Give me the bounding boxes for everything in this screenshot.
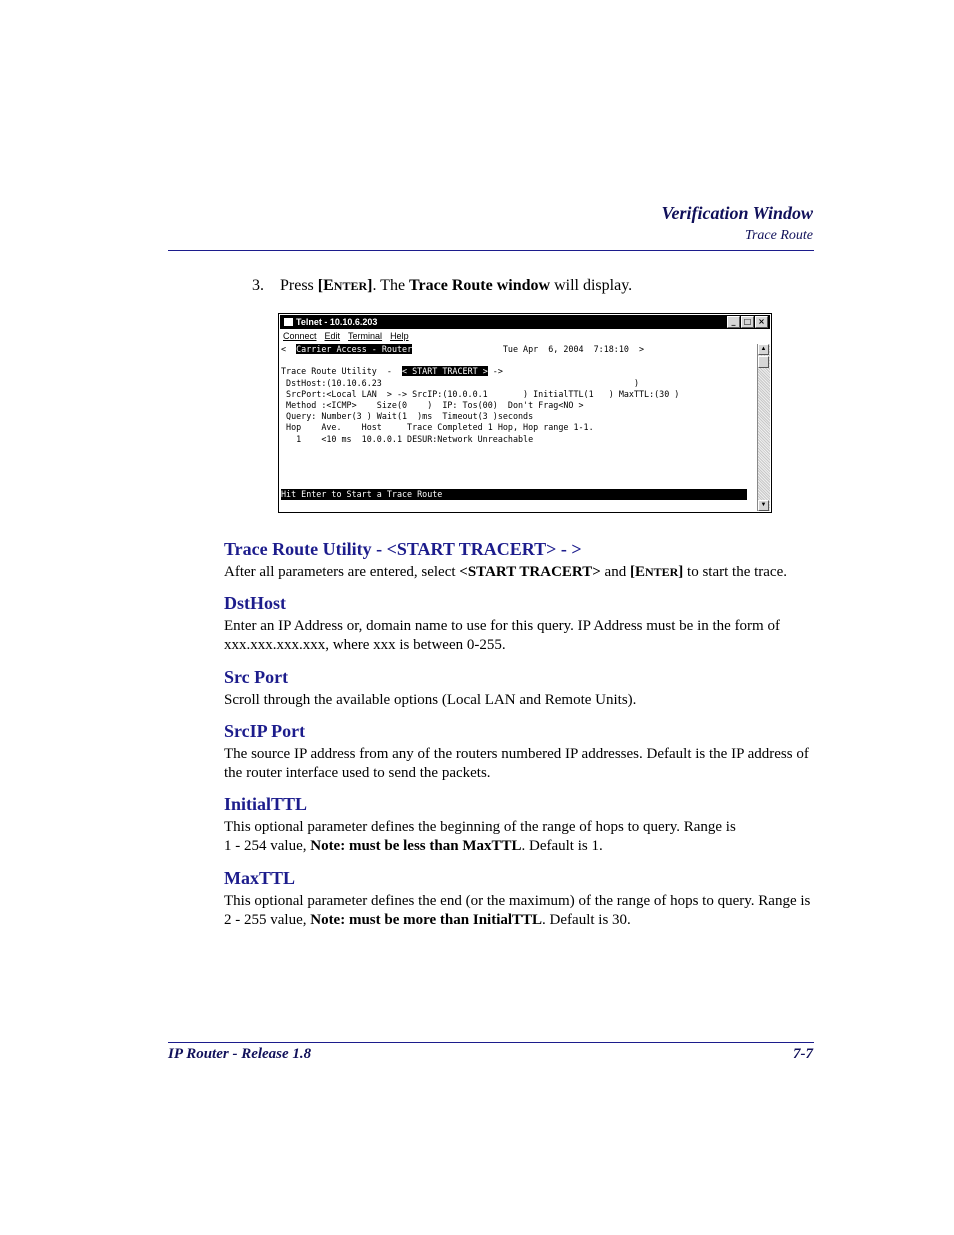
section-body xyxy=(224,892,816,929)
header-rule xyxy=(168,250,814,251)
body-note: Note: must be more than InitialTTL xyxy=(310,911,543,928)
term-query-line[interactable]: Query: Number(3 ) Wait(1 )ms Timeout(3 )seconds xyxy=(281,411,534,422)
section-initialttl xyxy=(224,793,816,855)
section-body: Scroll through the available options (Local LAN and Remote Units). xyxy=(224,692,637,708)
close-icon[interactable]: × xyxy=(755,316,768,328)
section-heading: InitialTTL xyxy=(224,794,308,814)
term-dsthost-line[interactable]: DstHost:(10.10.6.23 ) xyxy=(281,377,639,388)
telnet-window-screenshot xyxy=(278,313,772,513)
window-controls xyxy=(727,316,768,328)
menu-connect[interactable]: Connect xyxy=(283,331,317,341)
enter-key-smallcaps: NTER xyxy=(333,279,368,293)
running-header-title: Verification Window xyxy=(661,203,813,223)
section-body xyxy=(224,563,816,582)
maximize-icon[interactable]: □ xyxy=(741,316,754,328)
section-heading: MaxTTL xyxy=(224,868,296,888)
start-tracert-button[interactable]: < START TRACERT > xyxy=(402,366,488,377)
menu-help[interactable]: Help xyxy=(390,331,409,341)
footer-doc-title: IP Router - Release 1.8 xyxy=(168,1046,312,1062)
section-heading: DstHost xyxy=(224,593,286,613)
section-maxttl xyxy=(224,867,816,929)
step-number: 3. xyxy=(252,277,264,294)
step-text-3: will display. xyxy=(550,277,633,294)
body-text: . Default is 30. xyxy=(542,911,631,928)
running-header-subtitle: Trace Route xyxy=(744,228,813,243)
term-result-row: 1 <10 ms 10.0.0.1 DESUR:Network Unreachable xyxy=(281,433,534,444)
body-text: and xyxy=(600,564,630,580)
terminal-screen xyxy=(281,344,753,510)
body-text: After all parameters are entered, select xyxy=(224,564,460,580)
telnet-title: Telnet - 10.10.6.203 xyxy=(296,317,378,327)
body-text: This optional parameter defines the end (or the maximum) of the range of hops to query. Range is 2 - 255 value, xyxy=(224,893,811,928)
section-src-port xyxy=(224,666,816,710)
scroll-up-icon[interactable]: ▲ xyxy=(758,344,769,355)
term-line-3c: -> xyxy=(487,366,503,377)
term-line-1d: > xyxy=(628,344,645,354)
body-text: . Default is 1. xyxy=(521,837,603,854)
section-srcip-port xyxy=(224,720,816,782)
enter-key-smallcaps: NTER xyxy=(644,565,679,579)
terminal-status-bar: Hit Enter to Start a Trace Route xyxy=(281,489,747,500)
page-number: 7-7 xyxy=(793,1046,813,1062)
step-window-name: Trace Route window xyxy=(409,277,551,294)
body-text: This optional parameter defines the beginning of the range of hops to query. Range is xyxy=(224,819,736,835)
enter-key-close: ] xyxy=(678,564,684,580)
menu-edit[interactable]: Edit xyxy=(324,331,341,341)
term-line-3a: Trace Route Utility - xyxy=(281,366,403,377)
term-datetime: Tue Apr 6, 2004 7:18:10 xyxy=(412,344,629,354)
step-text-2: . The xyxy=(372,277,410,294)
section-body: The source IP address from any of the routers numbered IP addresses. Default is the IP address of the router interface used to send the packets. xyxy=(224,746,809,781)
term-srcport-line[interactable]: SrcPort:<Local LAN > -> SrcIP:(10.0.0.1 ) InitialTTL(1 ) MaxTTL:(30 ) xyxy=(281,388,680,399)
term-method-line[interactable]: Method :<ICMP> Size(0 ) IP: Tos(00) Don't Frag<NO > xyxy=(281,400,584,411)
footer-rule xyxy=(168,1042,814,1043)
vertical-scrollbar[interactable] xyxy=(757,344,770,511)
scroll-thumb[interactable] xyxy=(758,356,769,368)
body-bold: <START TRACERT> xyxy=(459,564,601,580)
term-line-1a: < xyxy=(281,344,297,354)
section-heading: SrcIP Port xyxy=(224,721,306,741)
section-dsthost xyxy=(224,592,816,654)
body-note: Note: must be less than MaxTTL xyxy=(310,837,522,854)
section-heading: Trace Route Utility - <START TRACERT> - > xyxy=(224,539,582,559)
minimize-icon[interactable]: _ xyxy=(727,316,740,328)
term-router-banner: Carrier Access - Router xyxy=(296,344,413,354)
telnet-menu-bar xyxy=(283,331,417,341)
enter-key-open: [E xyxy=(317,277,334,294)
section-body: Enter an IP Address or, domain name to use for this query. IP Address must be in the form of xxx.xxx.xxx.xxx, where xxx is between 0-255. xyxy=(224,618,780,653)
body-text: to start the trace. xyxy=(683,564,788,580)
step-text-1: Press xyxy=(280,277,318,294)
section-heading: Src Port xyxy=(224,667,289,687)
telnet-title-bar xyxy=(280,315,770,329)
telnet-app-icon xyxy=(284,318,293,326)
menu-terminal[interactable]: Terminal xyxy=(348,331,383,341)
scroll-down-icon[interactable]: ▼ xyxy=(758,500,769,511)
section-trace-route-utility xyxy=(224,538,816,582)
step-3 xyxy=(252,277,632,295)
term-result-header: Hop Ave. Host Trace Completed 1 Hop, Hop range 1-1. xyxy=(281,422,594,433)
enter-key-open: [E xyxy=(629,564,645,580)
body-text: 1 - 254 value, xyxy=(224,837,311,854)
section-body xyxy=(224,818,816,855)
enter-key-close: ] xyxy=(367,277,373,294)
